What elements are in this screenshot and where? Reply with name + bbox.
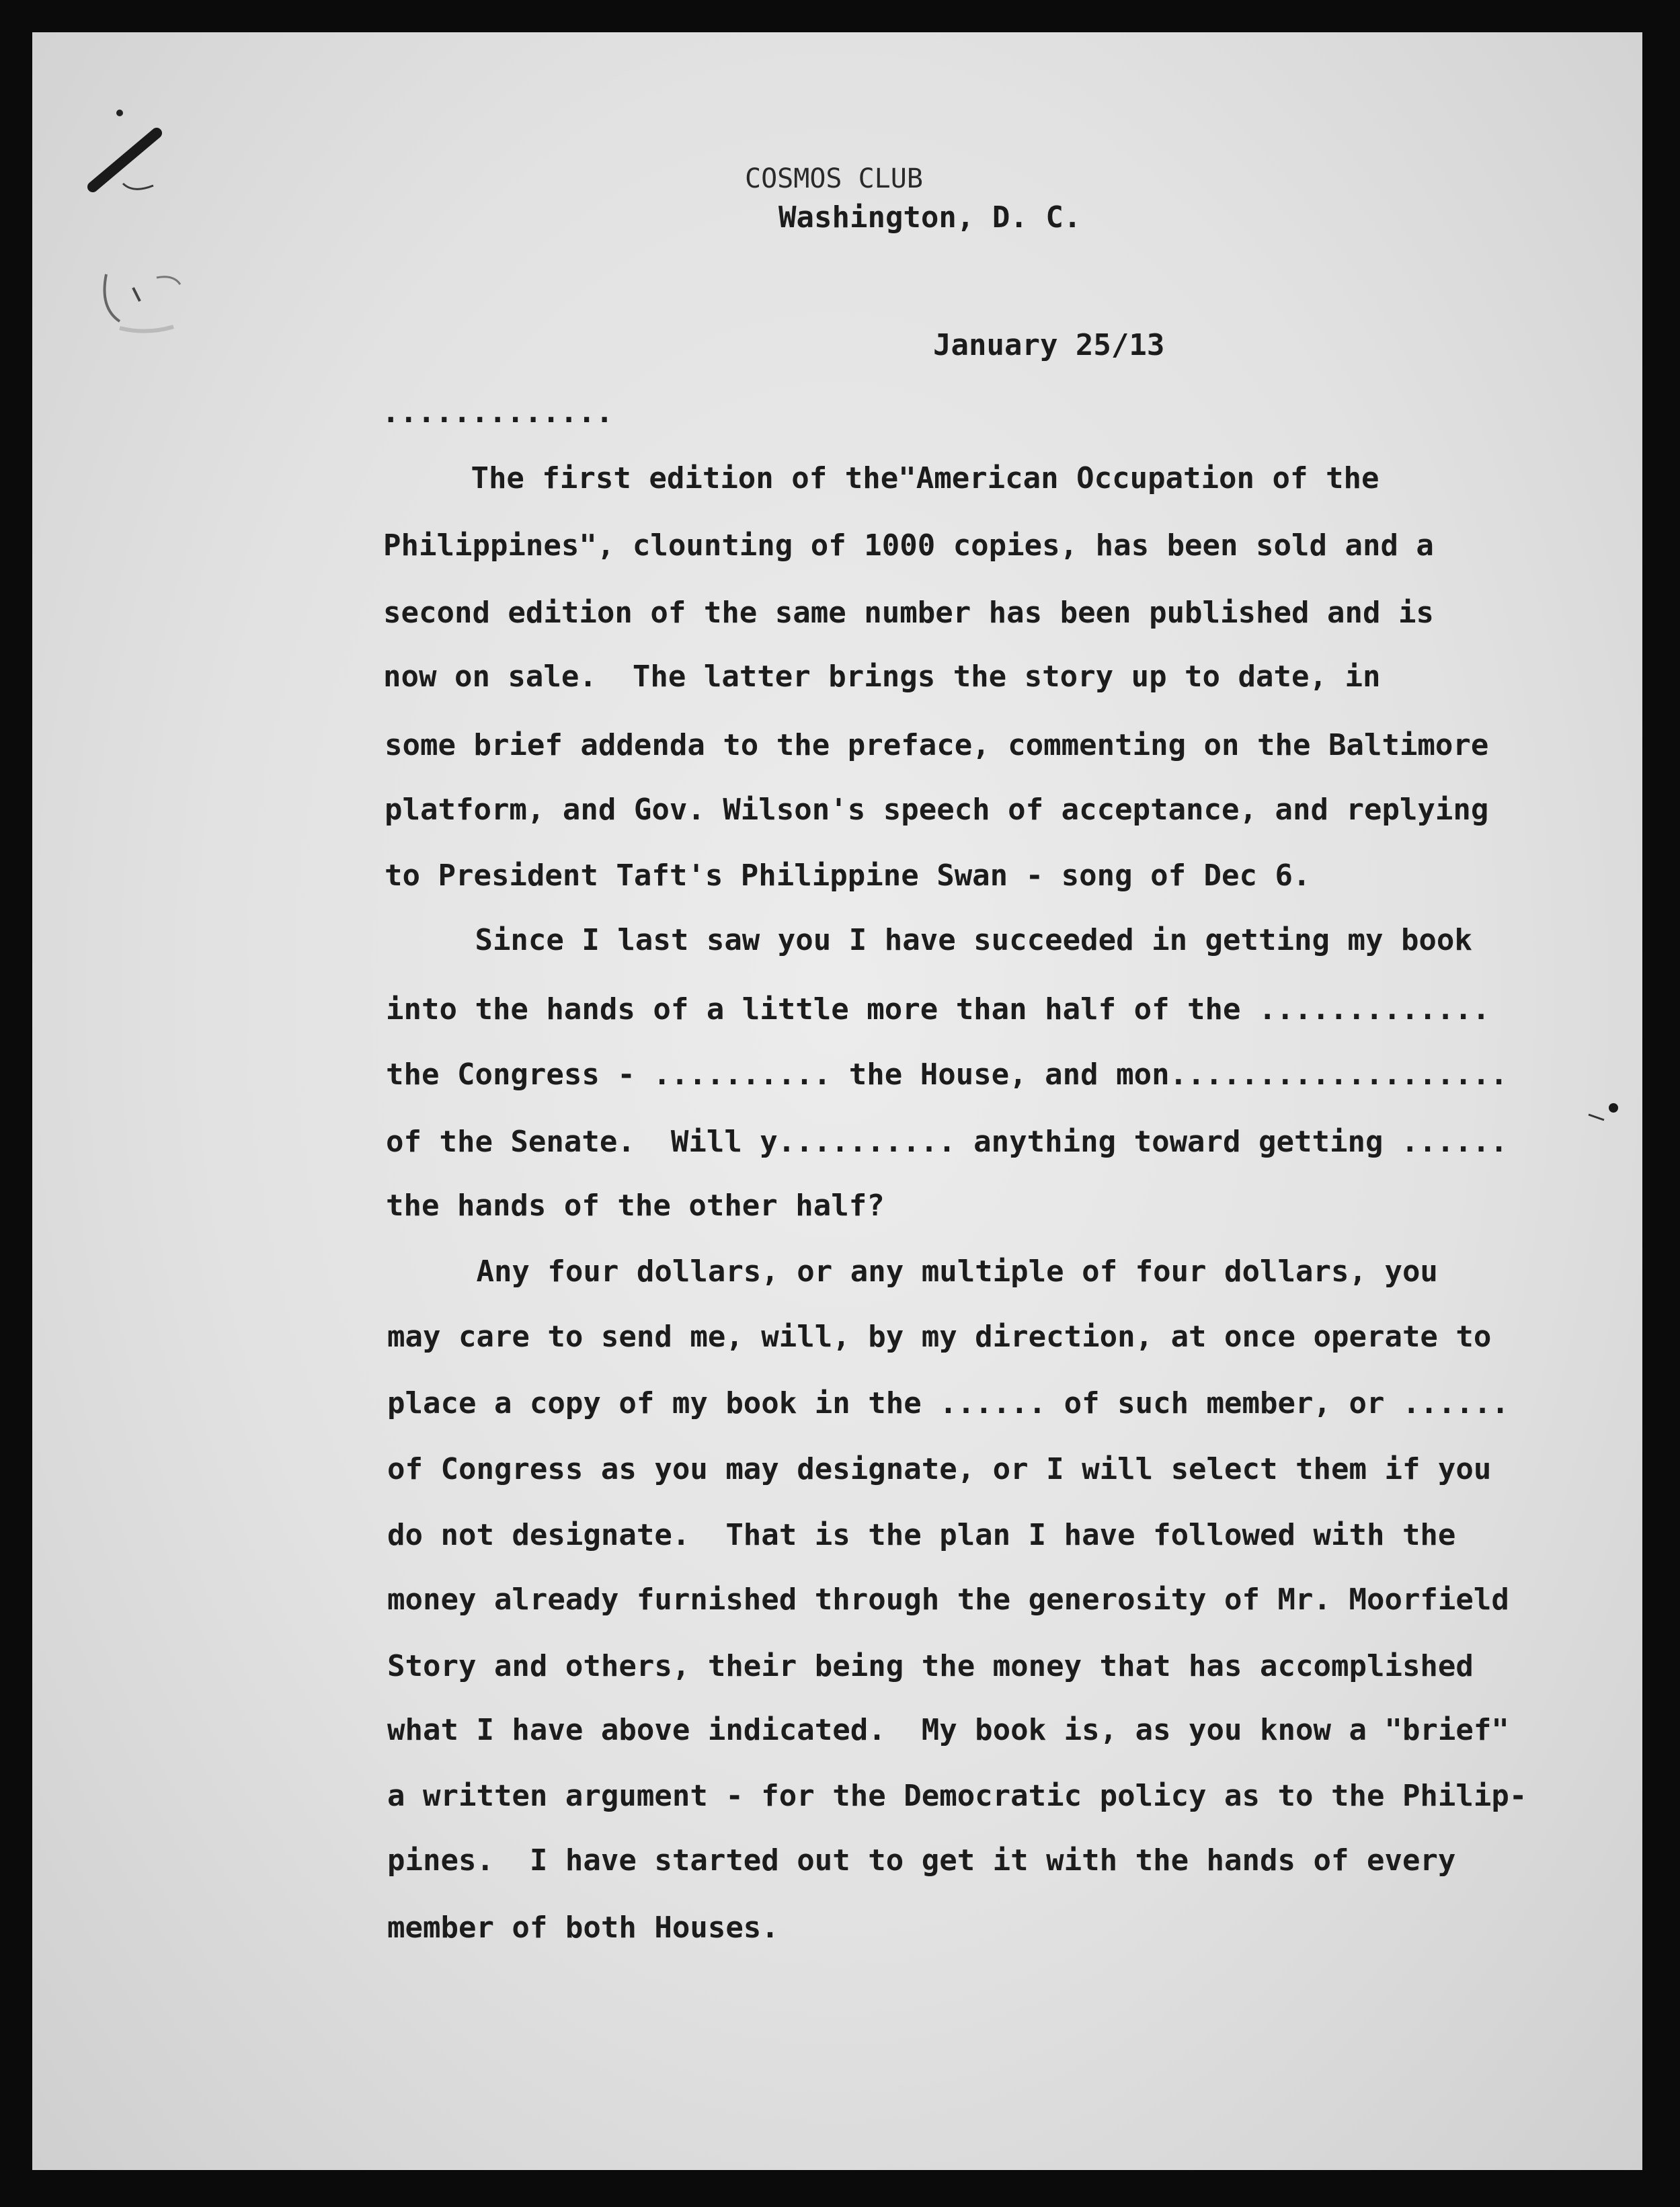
body-line: a written argument - for the Democratic policy as to the Philip- [387,1779,1527,1813]
body-line: the hands of the other half? [386,1189,885,1223]
body-line: pines. I have started out to get it with the hands of every [387,1843,1456,1878]
body-line: Story and others, their being the money that has accomplished [387,1649,1474,1683]
body-line: place a copy of my book in the ...... of such member, or ...... [387,1386,1509,1420]
body-line: The first edition of the"American Occupation of the [382,461,1379,495]
body-line: some brief addenda to the preface, commenting on the Baltimore [385,728,1489,762]
margin-smudge [93,247,200,342]
body-line: money already furnished through the generosity of Mr. Moorfield [387,1582,1509,1617]
body-line: Philippines", clounting of 1000 copies, has been sold and a [383,528,1434,563]
body-line: may care to send me, will, by my direction, at once operate to [387,1320,1492,1354]
margin-dot [1585,1094,1626,1121]
body-line: second edition of the same number has been published and is [383,596,1434,630]
letter-date: January 25/13 [933,328,1165,362]
letterhead-name: COSMOS CLUB [745,163,923,194]
body-line: of Congress as you may designate, or I will select them if you [387,1452,1492,1486]
letter-page [32,32,1642,2170]
body-line: do not designate. That is the plan I have followed with the [387,1518,1456,1552]
body-line: what I have above indicated. My book is, as you know a "brief" [387,1713,1509,1747]
body-line: to President Taft's Philippine Swan - song of Dec 6. [385,858,1311,893]
body-line: Any four dollars, or any multiple of four dollars, you [387,1254,1438,1289]
body-line: member of both Houses. [387,1911,779,1945]
body-line: of the Senate. Will y.......... anything toward getting ...... [386,1125,1508,1159]
body-line: into the hands of a little more than half of the ............. [386,992,1490,1027]
body-line: now on sale. The latter brings the story up to date, in [383,659,1381,694]
body-line: platform, and Gov. Wilson's speech of acceptance, and replying [385,793,1489,827]
letterhead-city: Washington, D. C. [778,200,1082,235]
body-line: the Congress - .......... the House, and mon................... [386,1057,1508,1092]
salutation-redacted: ............. [382,395,614,430]
body-line: Since I last saw you I have succeeded in getting my book [386,923,1472,957]
pen-mark [73,93,194,227]
bleed-through-shadow [382,278,1457,469]
